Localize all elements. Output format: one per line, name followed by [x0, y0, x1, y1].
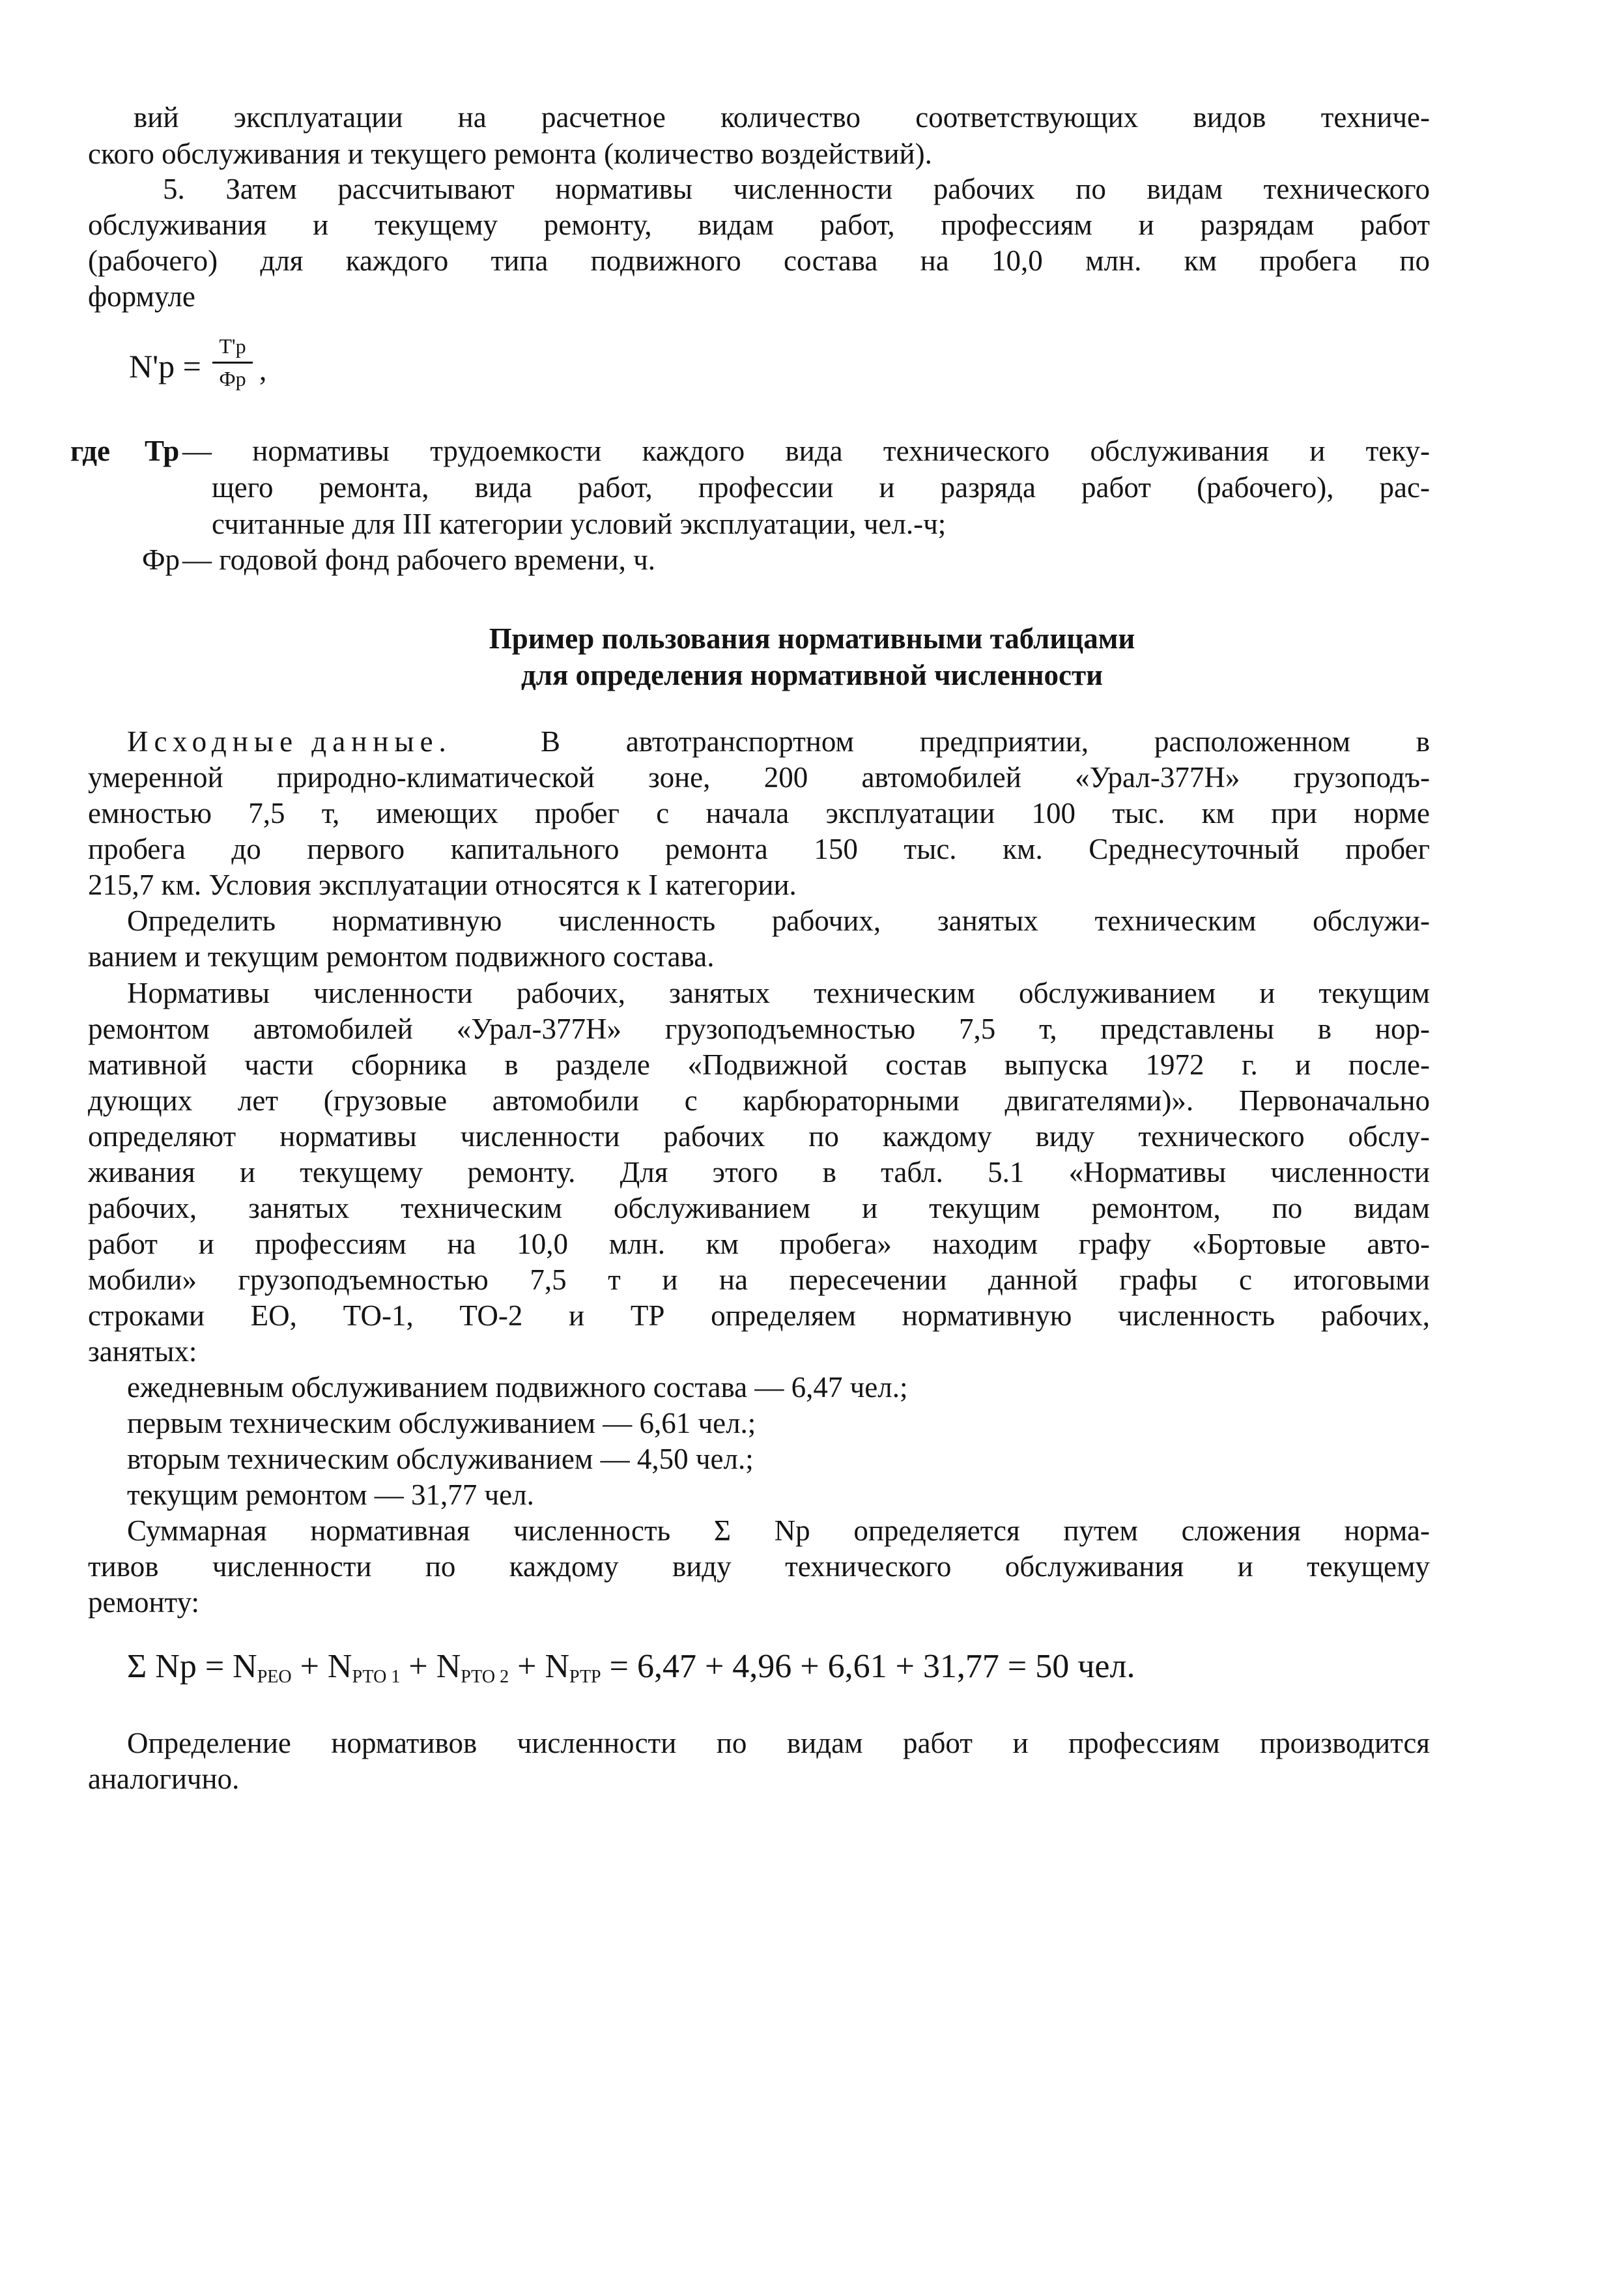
method-line-8: работ и профессиям на 10,0 млн. км пробега» находим графу «Бортовые авто- — [88, 1228, 1430, 1260]
sum-formula-part: = 6,47 + 4,96 + 6,61 + 31,77 = 50 чел. — [601, 1648, 1135, 1685]
formula-fraction — [210, 334, 255, 399]
definition-1-line-1: — нормативы трудоемкости каждого вида технического обслуживания и теку- — [182, 435, 1430, 467]
formula-numerator: Т'р — [219, 334, 246, 358]
task-line-1: Определить нормативную численность рабочих, занятых техническим обслужи- — [127, 904, 1430, 937]
method-line-7: рабочих, занятых техническим обслуживанием и текущим ремонтом, по видам — [88, 1192, 1430, 1224]
task-line-2: ванием и текущим ремонтом подвижного состава. — [88, 940, 715, 973]
sum-formula — [127, 1650, 1135, 1686]
intro-line-2: ского обслуживания и текущего ремонта (количество воздействий). — [88, 137, 932, 170]
formula-comma: , — [259, 354, 267, 386]
method-line-2: ремонтом автомобилей «Урал-377Н» грузоподъемностью 7,5 т, представлены в нор- — [88, 1013, 1430, 1045]
method-line-9: мобили» грузоподъемностью 7,5 т и на пересечении данной графы с итоговыми — [88, 1263, 1430, 1296]
method-line-4: дующих лет (грузовые автомобили с карбюраторными двигателями)». Первоначально — [88, 1084, 1430, 1117]
method-line-11: занятых: — [88, 1335, 197, 1368]
definition-1-line-3: считанные для III категории условий эксплуатации, чел.-ч; — [212, 508, 947, 540]
source-data-label: Исходные данные. — [127, 725, 452, 758]
step5-line-4: формуле — [88, 280, 195, 313]
definition-symbol-1: Тр — [145, 435, 180, 467]
definition-symbol-2: Фр — [142, 543, 180, 576]
sum-formula-subscript: РТО 2 — [461, 1667, 509, 1687]
method-line-3: мативной части сборника в разделе «Подвижной состав выпуска 1972 г. и после- — [88, 1048, 1430, 1081]
section-heading-line-2: для определения нормативной численности — [520, 659, 1104, 691]
list-item: ежедневным обслуживанием подвижного состава — 6,47 чел.; — [127, 1371, 908, 1404]
sum-formula-subscript: РЕО — [257, 1667, 292, 1687]
sum-formula-subscript: РТР — [569, 1667, 601, 1687]
list-item: вторым техническим обслуживанием — 4,50 чел.; — [127, 1443, 754, 1475]
method-line-1: Нормативы численности рабочих, занятых техническим обслуживанием и текущим — [127, 977, 1430, 1009]
list-item: текущим ремонтом — 31,77 чел. — [127, 1478, 534, 1511]
sum-text-line-3: ремонту: — [88, 1586, 200, 1619]
source-data-line-4: пробега до первого капитального ремонта 150 тыс. км. Среднесуточный пробег — [88, 833, 1430, 865]
sum-formula-part: + N — [291, 1648, 352, 1685]
source-data-line-1: В автотранспортном предприятии, расположенном в — [541, 725, 1430, 758]
sum-text-line-2: тивов численности по каждому виду технического обслуживания и текущему — [88, 1550, 1430, 1583]
source-data-line-2: умеренной природно-климатической зоне, 200 автомобилей «Урал-377Н» грузоподъ- — [88, 761, 1430, 794]
step5-line-1: 5. Затем рассчитывают нормативы численности рабочих по видам технического — [163, 173, 1430, 205]
where-word: где — [70, 435, 110, 467]
definition-2: — годовой фонд рабочего времени, ч. — [182, 543, 655, 576]
step5-line-3: (рабочего) для каждого типа подвижного состава на 10,0 млн. км пробега по — [88, 244, 1430, 277]
sum-formula-part: + N — [400, 1648, 461, 1685]
step5-line-2: обслуживания и текущему ремонту, видам работ, профессиям и разрядам работ — [88, 209, 1430, 241]
list-item: первым техническим обслуживанием — 6,61 чел.; — [127, 1407, 756, 1439]
sum-text-line-1: Суммарная нормативная численность Σ Nр определяется путем сложения норма- — [127, 1514, 1430, 1547]
method-line-5: определяют нормативы численности рабочих по каждому виду технического обслу- — [88, 1120, 1430, 1153]
method-line-6: живания и текущему ремонту. Для этого в табл. 5.1 «Нормативы численности — [88, 1156, 1430, 1189]
sum-formula-part: + N — [509, 1648, 570, 1685]
formula-lhs: N'р = — [129, 348, 201, 384]
method-line-10: строками ЕО, ТО-1, ТО-2 и ТР определяем нормативную численность рабочих, — [88, 1299, 1430, 1332]
formula-denominator: Фр — [219, 367, 246, 390]
sum-formula-part: Σ Nр = N — [127, 1648, 257, 1685]
source-data-line-5: 215,7 км. Условия эксплуатации относятся к I категории. — [88, 869, 797, 901]
definition-1-line-2: щего ремонта, вида работ, профессии и разряда работ (рабочего), рас- — [212, 471, 1430, 504]
fraction-bar — [212, 362, 253, 364]
sum-formula-subscript: РТО 1 — [352, 1667, 401, 1687]
section-heading-line-1: Пример пользования нормативными таблицами — [489, 622, 1135, 655]
conclusion-line-1: Определение нормативов численности по видам работ и профессиям производится — [127, 1727, 1430, 1759]
source-data-line-3: емностью 7,5 т, имеющих пробег с начала эксплуатации 100 тыс. км при норме — [88, 797, 1430, 829]
conclusion-line-2: аналогично. — [88, 1763, 240, 1795]
intro-line-1: вий эксплуатации на расчетное количество соответствующих видов техниче- — [134, 101, 1430, 134]
